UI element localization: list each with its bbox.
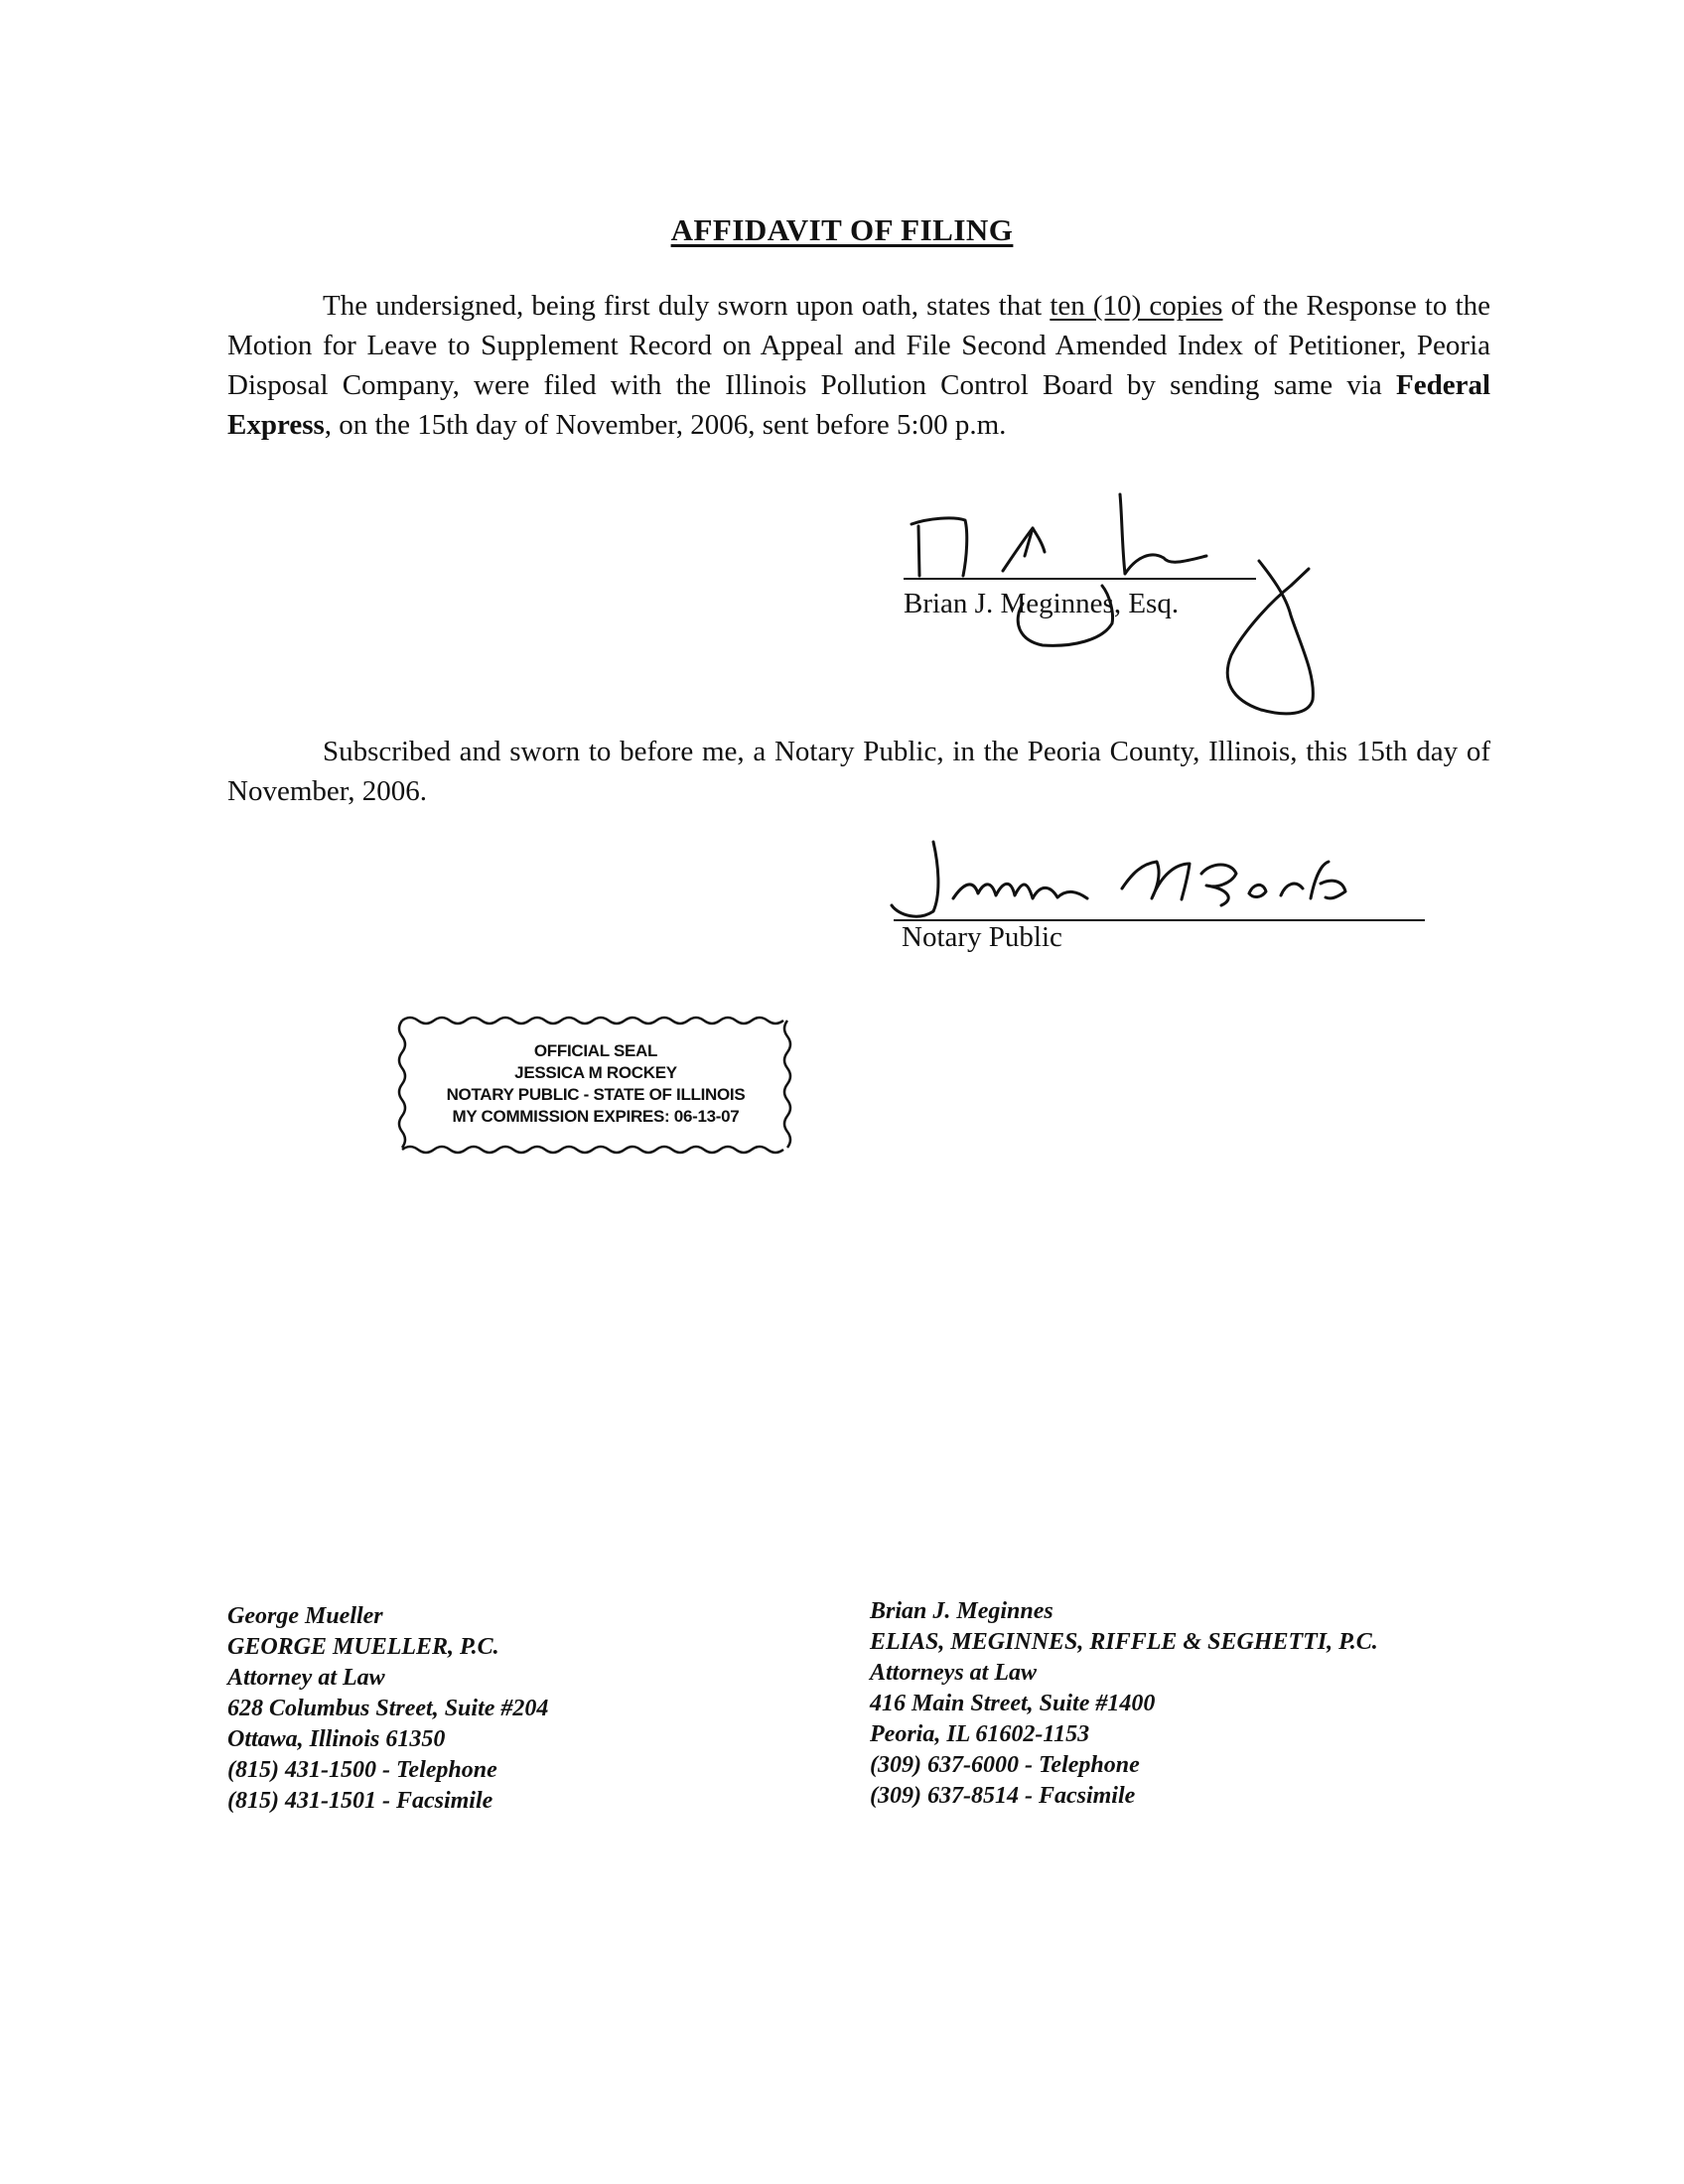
address-line: Ottawa, Illinois 61350 [227,1726,446,1752]
notary-title: Notary Public [902,921,1062,953]
address-line: Attorneys at Law [870,1660,1038,1686]
address-line: Attorney at Law [227,1665,385,1691]
seal-line-1: OFFICIAL SEAL [533,1041,658,1060]
para1-text-start: The undersigned, being first duly sworn upon oath, states that [323,290,1051,322]
address-block-mueller [227,1601,548,1817]
address-line: (309) 637-6000 - Telephone [870,1752,1140,1778]
address-line: (815) 431-1501 - Facsimile [227,1788,493,1814]
signature-line [904,578,1256,580]
signer-name: Brian J. Meginnes, Esq. [904,588,1180,619]
address-line: 416 Main Street, Suite #1400 [870,1691,1156,1716]
delivery-method: Federal Express [227,369,1490,441]
seal-line-2: JESSICA M ROCKEY [514,1063,677,1082]
document-title: AFFIDAVIT OF FILING [670,212,1014,247]
address-line: (309) 637-8514 - Facsimile [870,1783,1136,1809]
seal-line-4: MY COMMISSION EXPIRES: 06-13-07 [452,1107,740,1126]
affidavit-paragraph [227,286,1490,445]
address-line: (815) 431-1500 - Telephone [227,1757,497,1783]
address-line: ELIAS, MEGINNES, RIFFLE & SEGHETTI, P.C. [870,1629,1378,1655]
address-line: GEORGE MUELLER, P.C. [227,1634,499,1660]
copies-count: ten (10) copies [1050,290,1223,322]
seal-text [392,1040,799,1128]
notary-statement: Subscribed and sworn to before me, a Notary Public, in the Peoria County, Illinois, this 15th day of November, 2006. [227,736,1490,807]
notary-paragraph [227,732,1490,811]
para1-text-middle: of the Response to the Motion for Leave to Supplement Record on Appeal and File Second Amended Index of Petitioner, Peoria Disposal Company, were filed with the Illinois Pollution Control Board by sending same via [227,290,1490,401]
address-line: 628 Columbus Street, Suite #204 [227,1696,549,1721]
para1-text-end: , on the 15th day of November, 2006, sent before 5:00 p.m. [324,409,1007,441]
seal-line-3: NOTARY PUBLIC - STATE OF ILLINOIS [446,1085,746,1104]
address-line: Brian J. Meginnes [870,1598,1053,1624]
address-line: Peoria, IL 61602-1153 [870,1721,1090,1747]
address-block-meginnes [870,1596,1378,1812]
address-line: George Mueller [227,1603,383,1629]
